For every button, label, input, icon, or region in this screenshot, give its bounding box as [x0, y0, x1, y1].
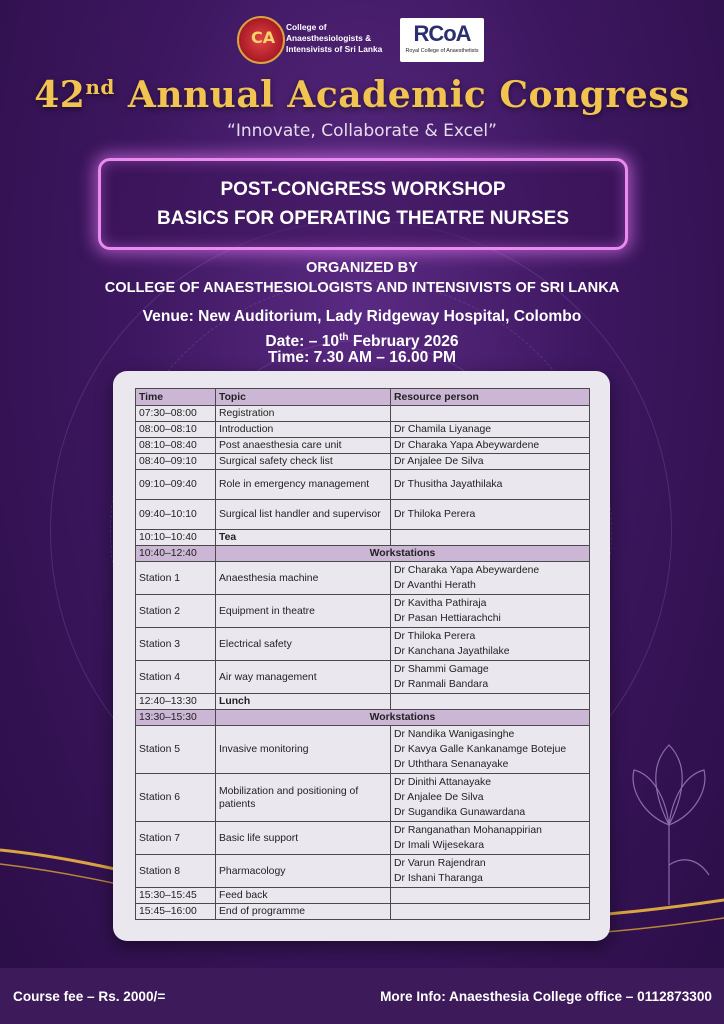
resource-person: Dr Sugandika Gunawardana [394, 807, 526, 818]
footer-bar [0, 968, 724, 1024]
resource-person: Dr Kanchana Jayathilake [394, 646, 510, 657]
table-row: Station 2 Equipment in theatre Dr Kavitha Pathiraja Dr Pasan Hettiarachchi [136, 595, 590, 628]
table-row: Station 1 Anaesthesia machine Dr Charaka Yapa Abeywardene Dr Avanthi Herath [136, 562, 590, 595]
table-row: 09:40–10:10 Surgical list handler and supervisor Dr Thiloka Perera [136, 500, 590, 530]
table-row: Station 6 Mobilization and positioning of patients Dr Dinithi Attanayake Dr Anjalee De Silva Dr Sugandika Gunawardana [136, 774, 590, 822]
table-row: 08:10–08:40 Post anaesthesia care unit Dr Charaka Yapa Abeywardene [136, 438, 590, 454]
college-name-line: College of [286, 22, 327, 32]
column-header-resource-person: Resource person [391, 389, 590, 406]
column-header-time: Time [136, 389, 216, 406]
schedule-table [135, 388, 590, 920]
resource-person: Dr Dinithi Attanayake [394, 777, 492, 788]
resource-person: Dr Avanthi Herath [394, 580, 476, 591]
college-name-line: Anaesthesiologists & [286, 33, 372, 43]
resource-person: Dr Pasan Hettiarachchi [394, 613, 501, 624]
table-row: 12:40–13:30 Lunch [136, 694, 590, 710]
resource-person: Dr Kavya Galle Kankanamge Botejue [394, 744, 567, 755]
column-header-topic: Topic [216, 389, 391, 406]
table-row: 07:30–08:00 Registration [136, 406, 590, 422]
resource-person: Dr Thiloka Perera [394, 631, 476, 642]
workshop-banner [98, 158, 628, 250]
resource-person: Dr Kavitha Pathiraja [394, 598, 487, 609]
schedule-card [113, 371, 610, 941]
contact-info: More Info: Anaesthesia College office – 0112873300 [380, 989, 712, 1004]
table-header-row [136, 389, 590, 406]
event-date: Date: – 10th February 2026 [265, 332, 459, 351]
table-row: Station 4 Air way management Dr Shammi Gamage Dr Ranmali Bandara [136, 661, 590, 694]
table-row: 08:40–09:10 Surgical safety check list Dr Anjalee De Silva [136, 454, 590, 470]
table-row: 15:30–15:45 Feed back [136, 888, 590, 904]
resource-person: Dr Varun Rajendran [394, 858, 486, 869]
resource-person: Dr Shammi Gamage [394, 664, 489, 675]
resource-person: Dr Ranganathan Mohanappirian [394, 825, 542, 836]
venue: Venue: New Auditorium, Lady Ridgeway Hospital, Colombo [142, 308, 582, 325]
table-row: Station 5 Invasive monitoring Dr Nandika Wanigasinghe Dr Kavya Galle Kankanamge Botejue Dr Uththara Senanayake [136, 726, 590, 774]
college-crest-icon: CA [237, 16, 285, 64]
table-row: Station 8 Pharmacology Dr Varun Rajendran Dr Ishani Tharanga [136, 855, 590, 888]
organized-by-label: ORGANIZED BY [306, 260, 418, 276]
resource-person: Dr Uththara Senanayake [394, 759, 509, 770]
organizer-name: COLLEGE OF ANAESTHESIOLOGISTS AND INTENSIVISTS OF SRI LANKA [104, 280, 620, 296]
table-row: 15:45–16:00 End of programme [136, 904, 590, 920]
rcoa-mark: RCoA [413, 21, 471, 46]
college-name [286, 22, 396, 55]
college-name-line: Intensivists of Sri Lanka [286, 44, 383, 54]
resource-person: Dr Ranmali Bandara [394, 679, 489, 690]
course-fee: Course fee – Rs. 2000/= [13, 989, 166, 1004]
workshop-title: POST-CONGRESS WORKSHOP [220, 179, 506, 200]
table-row: Station 3 Electrical safety Dr Thiloka Perera Dr Kanchana Jayathilake [136, 628, 590, 661]
table-row: Station 7 Basic life support Dr Ranganathan Mohanappirian Dr Imali Wijesekara [136, 822, 590, 855]
event-time: Time: 7.30 AM – 16.00 PM [267, 349, 457, 366]
table-row: 08:00–08:10 Introduction Dr Chamila Liyanage [136, 422, 590, 438]
table-band-row: 10:40–12:40 Workstations [136, 546, 590, 562]
logo-bar [0, 14, 724, 64]
resource-person: Dr Nandika Wanigasinghe [394, 729, 515, 740]
rcoa-name: Royal College of Anaesthetists [405, 48, 479, 54]
tagline: “Innovate, Collaborate & Excel” [227, 121, 497, 141]
congress-title: 42nd Annual Academic Congress [34, 74, 690, 116]
resource-person: Dr Anjalee De Silva [394, 792, 484, 803]
resource-person: Dr Imali Wijesekara [394, 840, 485, 851]
resource-person: Dr Charaka Yapa Abeywardene [394, 565, 540, 576]
table-band-row: 13:30–15:30 Workstations [136, 710, 590, 726]
rcoa-logo [400, 18, 484, 62]
resource-person: Dr Ishani Tharanga [394, 873, 483, 884]
workshop-subtitle: BASICS FOR OPERATING THEATRE NURSES [156, 208, 570, 229]
table-row: 10:10–10:40 Tea [136, 530, 590, 546]
table-row: 09:10–09:40 Role in emergency management Dr Thusitha Jayathilaka [136, 470, 590, 500]
